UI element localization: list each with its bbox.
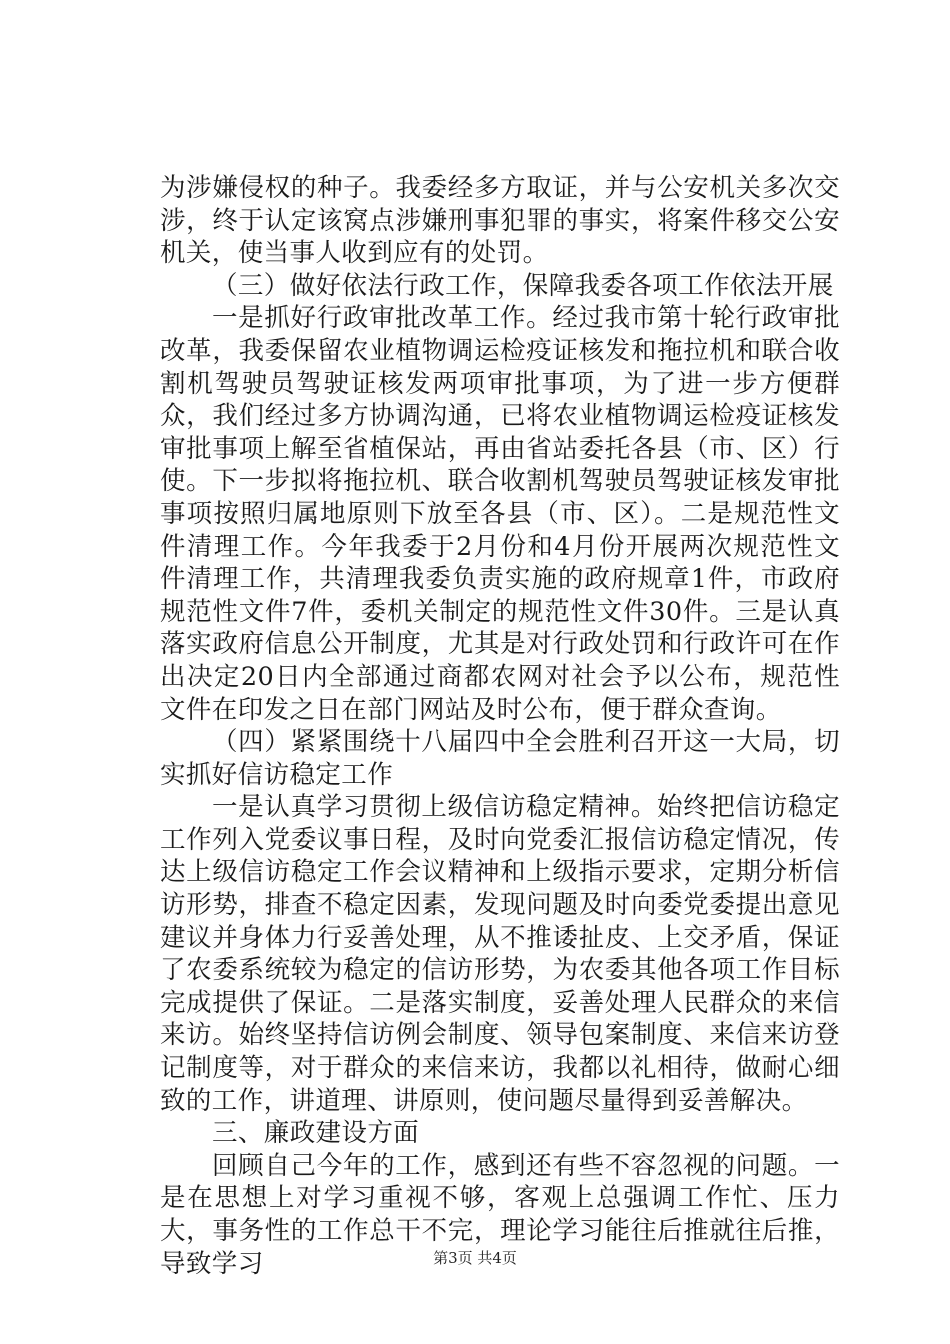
heading-integrity: 三、廉政建设方面 [212, 1118, 420, 1149]
heading-section-4: （四）紧紧围绕十八届四中全会胜利召开这一大局，切实抓好信访稳定工作 [160, 727, 840, 790]
page-number: 第3页 共4页 [433, 1249, 517, 1267]
paragraph-review: 回顾自己今年的工作，感到还有些不容忽视的问题。一是在思想上对学习重视不够，客观上总强调工作忙、压力大，事务性的工作总干不完，理论学习能往后推就往后推，导致学习 [160, 1150, 840, 1279]
heading-section-3: （三）做好依法行政工作，保障我委各项工作依法开展 [212, 270, 834, 301]
paragraph-petition-stability: 一是认真学习贯彻上级信访稳定精神。始终把信访稳定工作列入党委议事日程，及时向党委汇报信访稳定情况，传达上级信访稳定工作会议精神和上级指示要求，定期分析信访形势，排查不稳定因素，发现问题及时向委党委提出意见建议并身体力行妥善处理，从不推诿扯皮、上交矛盾，保证了农委系统较为稳定的信访形势，为农委其他各项工作目标完成提供了保证。二是落实制度，妥善处理人民群众的来信来访。始终坚持信访例会制度、领导包案制度、来信来访登记制度等，对于群众的来信来访，我都以礼相待，做耐心细致的工作，讲道理、讲原则，使问题尽量得到妥善解决。 [160, 792, 840, 1116]
paragraph-admin-approval: 一是抓好行政审批改革工作。经过我市第十轮行政审批改革，我委保留农业植物调运检疫证核发和拖拉机和联合收割机驾驶员驾驶证核发两项审批事项，为了进一步方便群众，我们经过多方协调沟通，已将农业植物调运检疫证核发审批事项上解至省植保站，再由省站委托各县（市、区）行使。下一步拟将拖拉机、联合收割机驾驶员驾驶证核发审批事项按照归属地原则下放至各县（市、区）。二是规范性文件清理工作。今年我委于2月份和4月份开展两次规范性文件清理工作，共清理我委负责实施的政府规章1件，市政府规范性文件7件，委机关制定的规范性文件30件。三是认真落实政府信息公开制度，尤其是对行政处罚和行政许可在作出决定20日内全部通过商都农网对社会予以公布，规范性文件在印发之日在部门网站及时公布，便于群众查询。 [160, 303, 840, 725]
page-footer [0, 1247, 950, 1268]
paragraph-case-transfer: 为涉嫌侵权的种子。我委经多方取证，并与公安机关多次交涉，终于认定该窝点涉嫌刑事犯罪的事实，将案件移交公安机关，使当事人收到应有的处罚。 [160, 173, 840, 269]
document-body [160, 172, 840, 1280]
